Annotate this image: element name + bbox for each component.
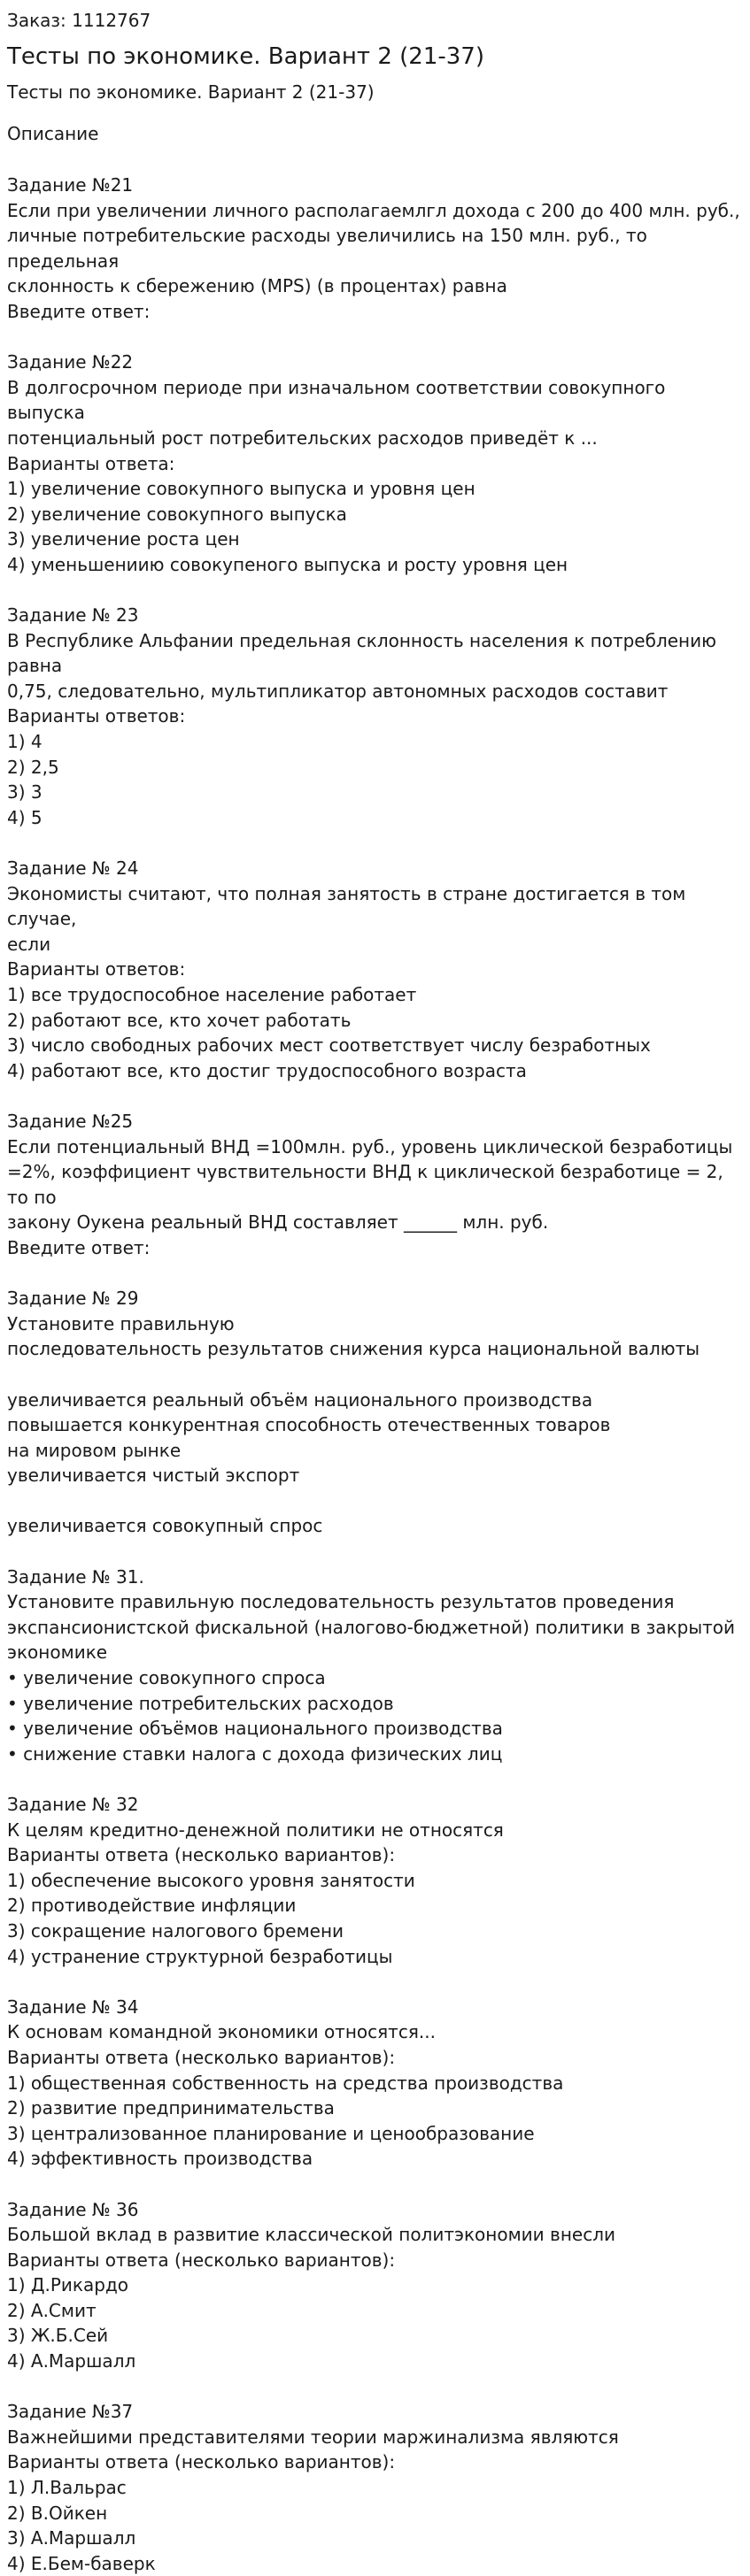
task-line: потенциальный рост потребительских расходов приведёт к ... (7, 427, 598, 449)
page-subtitle: Тесты по экономике. Вариант 2 (21-37) (7, 81, 375, 103)
task-heading: Задание № 23 (7, 604, 139, 627)
task-line: 3) централизованное планирование и ценообразование (7, 2122, 535, 2144)
task-line: Варианты ответа (несколько вариантов): (7, 2451, 396, 2473)
task-line: на мировом рынке (7, 1439, 182, 1461)
task-line: К основам командной экономики относятся... (7, 2021, 436, 2043)
task-line: Варианты ответов: (7, 705, 186, 727)
task-line: экспансионистской фискальной (налогово-бюджетной) политики в закрытой (7, 1616, 735, 1638)
task-line: Большой вклад в развитие классической политэкономии внесли (7, 2224, 615, 2246)
task-heading: Задание № 32 (7, 1794, 139, 1815)
task-line: 1) увеличение совокупного выпуска и уровня цен (7, 478, 476, 500)
task-line: 4) А.Маршалл (7, 2350, 136, 2372)
task-line: Варианты ответа: (7, 452, 175, 474)
order-number: Заказ: 1112767 (7, 10, 151, 31)
task-line: 4) работают все, кто достиг трудоспособного возраста (7, 1059, 527, 1081)
task-line: 2) 2,5 (7, 756, 59, 778)
task-line: личные потребительские расходы увеличились на 150 млн. руб., то предельная (7, 225, 653, 272)
task-line: экономике (7, 1642, 108, 1664)
task-heading: Задание № 36 (7, 2198, 139, 2220)
task-line: увеличивается реальный объём национального производства (7, 1388, 593, 1411)
description-label: Описание (7, 123, 99, 144)
task-heading: Задание № 29 (7, 1288, 139, 1310)
task-line: Введите ответ: (7, 300, 151, 322)
task-line: Варианты ответа (несколько вариантов): (7, 1844, 396, 1866)
task-line: 2) увеличение совокупного выпуска (7, 503, 347, 525)
task-block (7, 603, 743, 830)
task-block (7, 1995, 743, 2172)
task-line: 1) Л.Вальрас (7, 2477, 127, 2499)
task-block (7, 173, 743, 325)
task-line: Если потенциальный ВНД =100млн. руб., уровень циклической безработицы (7, 1135, 733, 1157)
task-line: 4) Е.Бем-баверк (7, 2552, 156, 2574)
task-line: 2) развитие предпринимательства (7, 2097, 335, 2119)
task-line: 2) противодействие инфляции (7, 1895, 297, 1917)
task-line: Установите правильную последовательность результатов проведения (7, 1591, 675, 1613)
task-line: 1) обеспечение высокого уровня занятости (7, 1869, 415, 1891)
task-line: 4) уменьшениию совокупеного выпуска и росту уровня цен (7, 553, 568, 575)
task-line: Если при увеличении личного располагаемлгл дохода с 200 до 400 млн. руб., (7, 199, 740, 221)
task-line: • увеличение объёмов национального производства (7, 1718, 503, 1740)
task-line: 3) 3 (7, 781, 43, 804)
task-line: В долгосрочном периоде при изначальном соответствии совокупного выпуска (7, 376, 671, 424)
task-line: Экономисты считают, что полная занятость в стране достигается в том случае, (7, 882, 692, 930)
task-block (7, 2197, 743, 2374)
task-line: 3) А.Маршалл (7, 2527, 136, 2549)
task-line: Установите правильную (7, 1312, 235, 1334)
task-line: 4) 5 (7, 806, 43, 828)
task-line: Варианты ответа (несколько вариантов): (7, 2046, 396, 2068)
task-block (7, 1286, 743, 1539)
task-line: Варианты ответов: (7, 958, 186, 980)
task-line: 3) сокращение налогового бремени (7, 1919, 344, 1942)
task-line: склонность к сбережению (MPS) (в процентах) равна (7, 275, 507, 297)
task-line: закону Оукена реальный ВНД составляет ______ млн. руб. (7, 1211, 549, 1234)
task-line: Варианты ответа (несколько вариантов): (7, 2249, 396, 2271)
task-line: К целям кредитно-денежной политики не относятся (7, 1819, 504, 1841)
task-heading: Задание № 31. (7, 1565, 144, 1588)
task-line: 1) Д.Рикардо (7, 2274, 129, 2296)
task-heading: Задание № 34 (7, 1995, 139, 2018)
task-line: 3) число свободных рабочих мест соответствует числу безработных (7, 1034, 651, 1057)
blank-line (7, 1488, 743, 1514)
task-line: 2) работают все, кто хочет работать (7, 1009, 352, 1031)
task-line: увеличивается чистый экспорт (7, 1465, 300, 1487)
task-line: увеличивается совокупный спрос (7, 1515, 323, 1537)
task-line: В Республике Альфании предельная склонность населения к потреблению равна (7, 629, 723, 677)
task-line: Введите ответ: (7, 1236, 151, 1258)
task-line: 1) общественная собственность на средства производства (7, 2072, 564, 2094)
task-line: =2%, коэффициент чувствительности ВНД к циклической безработице = 2, то по (7, 1161, 730, 1208)
task-block (7, 2399, 743, 2576)
task-line: 2) А.Смит (7, 2299, 97, 2321)
task-line: • увеличение совокупного спроса (7, 1667, 326, 1689)
tasks-list (7, 173, 743, 2576)
task-heading: Задание № 24 (7, 857, 139, 880)
task-line: • увеличение потребительских расходов (7, 1692, 394, 1714)
task-block (7, 1565, 743, 1767)
task-line: 0,75, следовательно, мультипликатор автономных расходов составит (7, 680, 669, 702)
task-line: 2) В.Ойкен (7, 2502, 108, 2524)
task-heading: Задание №21 (7, 174, 134, 196)
blank-line (7, 1362, 743, 1388)
task-line: 4) эффективность производства (7, 2148, 313, 2170)
task-block (7, 856, 743, 1083)
task-line: 1) все трудоспособное население работает (7, 984, 417, 1005)
task-line: 1) 4 (7, 731, 43, 753)
task-heading: Задание №37 (7, 2401, 134, 2423)
task-line: Важнейшими представителями теории маржинализма являются (7, 2426, 619, 2448)
task-block (7, 350, 743, 577)
task-line: последовательность результатов снижения курса национальной валюты (7, 1338, 700, 1360)
task-block (7, 1109, 743, 1261)
task-block (7, 1792, 743, 1969)
task-line: если (7, 933, 51, 955)
task-line: • снижение ставки налога с дохода физических лиц (7, 1742, 503, 1765)
task-line: повышается конкурентная способность отечественных товаров (7, 1414, 611, 1436)
page-title: Тесты по экономике. Вариант 2 (21-37) (7, 43, 484, 70)
task-line: 4) устранение структурной безработицы (7, 1945, 393, 1967)
task-heading: Задание №25 (7, 1110, 134, 1132)
task-heading: Задание №22 (7, 351, 134, 373)
task-line: 3) Ж.Б.Сей (7, 2325, 109, 2347)
task-line: 3) увеличение роста цен (7, 528, 240, 550)
